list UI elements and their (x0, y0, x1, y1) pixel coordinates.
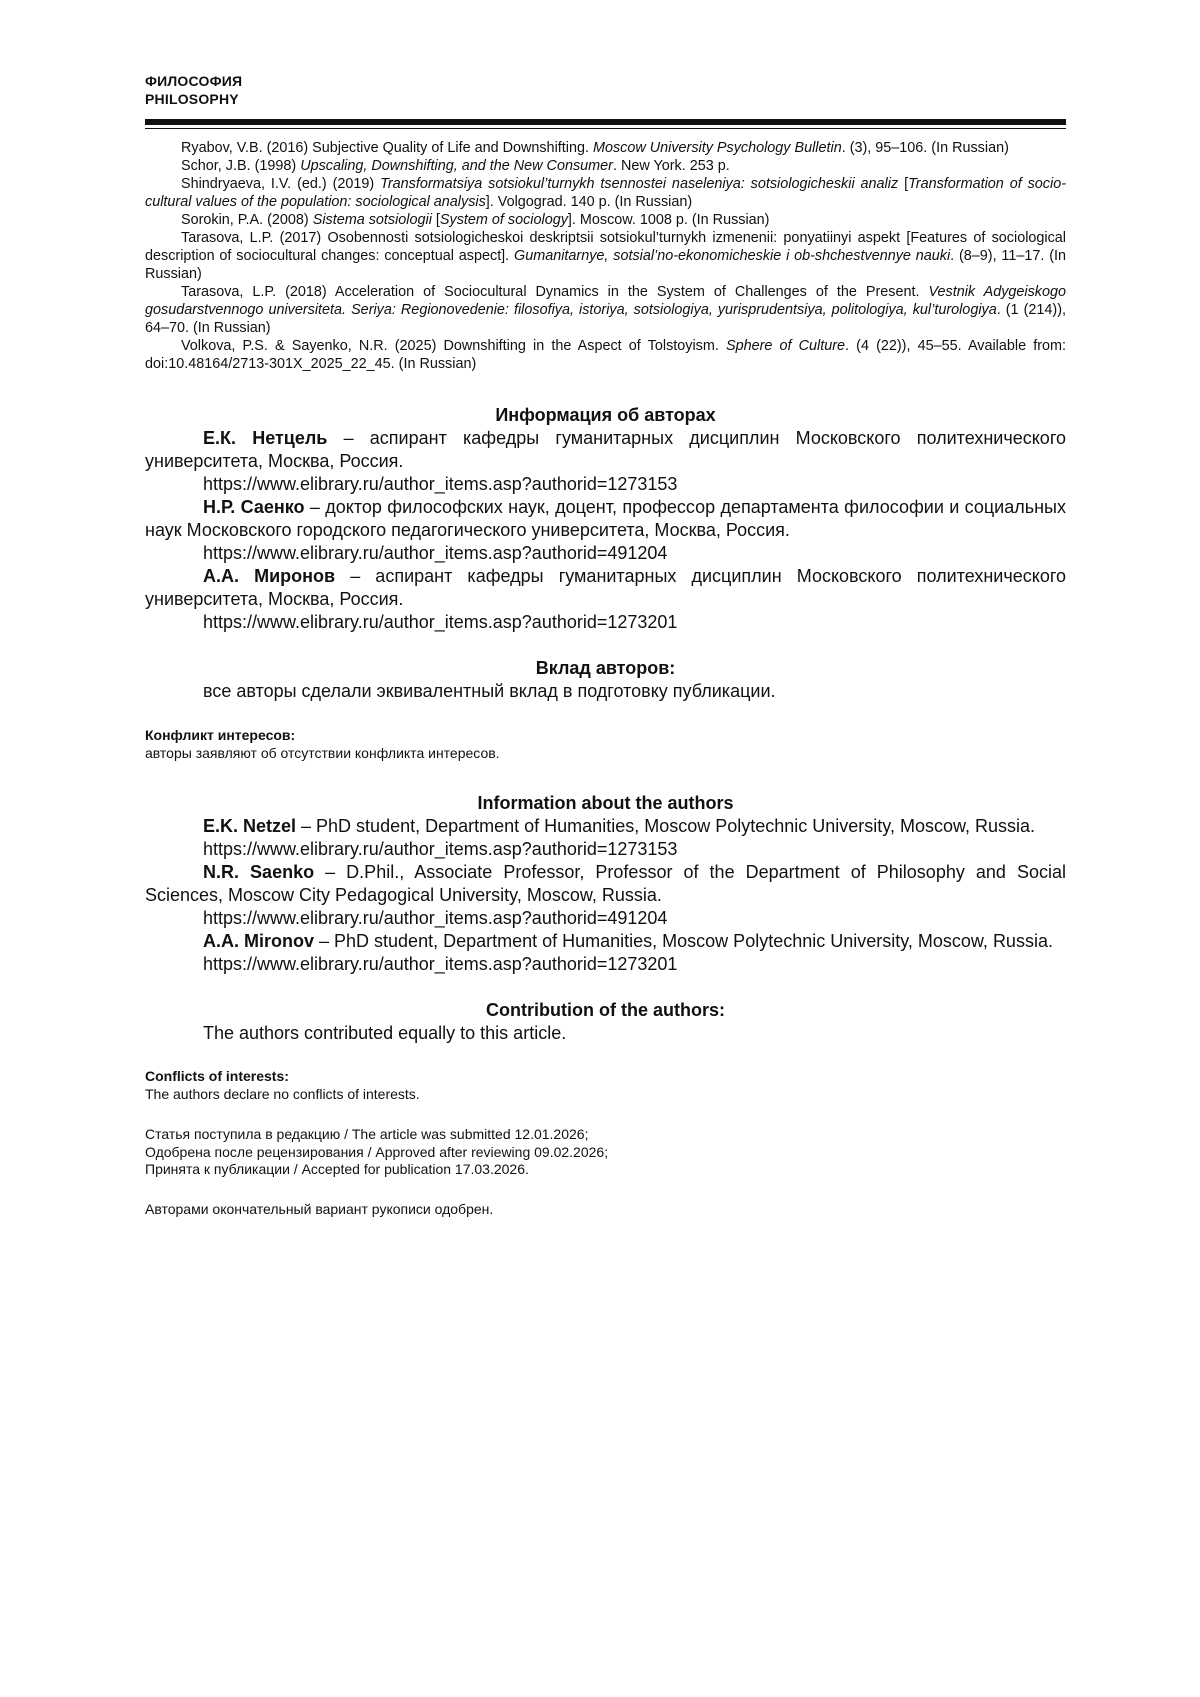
contribution-en-title: Contribution of the authors: (486, 1000, 725, 1020)
reference-item: Ryabov, V.B. (2016) Subjective Quality of Life and Downshifting. Moscow University Psychology Bulletin. (3), 95–106. (In Russian) (181, 140, 1009, 156)
publication-dates (145, 1126, 1066, 1179)
conflict-ru-text: авторы заявляют об отсутствии конфликта интересов. (145, 744, 500, 761)
author-name: Е.К. Нетцель (203, 428, 328, 448)
authors-info-ru (145, 404, 1066, 634)
conflict-en (145, 1068, 1066, 1103)
author-entry: N.R. Saenko – D.Phil., Associate Professor, Professor of the Department of Philosophy and Social Sciences, Moscow City Pedagogical University, Moscow, Russia. (145, 862, 1066, 905)
conflict-ru (145, 727, 1066, 762)
reference-item: Tarasova, L.P. (2017) Osobennosti sotsiologicheskoi deskriptsii sotsiokul’turnykh izmenenii: ponyatiinyi aspekt [Features of sociological description of sociocultural changes: conceptual aspect]. Gumanitarnye, sotsial’no-ekonomicheskie i ob-shchestvennye nauki. (8–9), 11–17. (In Russian) (145, 230, 1067, 282)
reference-item: Shindryaeva, I.V. (ed.) (2019) Transformatsiya sotsiokul’turnykh tsennostei naseleniya: sotsiologicheskii analiz [Transformation of socio-cultural values of the population: sociological analysis]. Volgograd. 140 p. (In Russian) (145, 176, 1066, 210)
author-link[interactable]: https://www.elibrary.ru/author_items.asp?authorid=491204 (203, 543, 668, 563)
authors-info-en (145, 792, 1066, 976)
date-approved: Одобрена после рецензирования / Approved after reviewing 09.02.2026; (145, 1143, 609, 1160)
reference-item: Tarasova, L.P. (2018) Acceleration of Sociocultural Dynamics in the System of Challenges of the Present. Vestnik Adygeiskogo gosudarstvennogo universiteta. Seriya: Regionovedenie: filosofiya, istoriya, sotsiologiya, yurisprudentsiya, politologiya, kul’turologiya. (1 (214)), 64–70. (In Russian) (145, 284, 1066, 336)
section-label-en: PHILOSOPHY (145, 91, 239, 107)
author-link[interactable]: https://www.elibrary.ru/author_items.asp?authorid=491204 (203, 908, 668, 928)
header-rule-thick (145, 119, 1066, 125)
authors-info-en-title: Information about the authors (477, 793, 734, 813)
reference-list (145, 139, 1066, 373)
author-entry: Е.К. Нетцель – аспирант кафедры гуманитарных дисциплин Московского политехнического университета, Москва, Россия. (145, 428, 1066, 471)
section-label-ru: ФИЛОСОФИЯ (145, 73, 243, 89)
author-entry: А.А. Миронов – аспирант кафедры гуманитарных дисциплин Московского политехнического университета, Москва, Россия. (145, 566, 1067, 609)
author-name: N.R. Saenko (203, 862, 315, 882)
author-link[interactable]: https://www.elibrary.ru/author_items.asp?authorid=1273201 (203, 954, 678, 974)
author-name: E.K. Netzel (203, 816, 297, 836)
date-accepted: Принята к публикации / Accepted for publication 17.03.2026. (145, 1161, 529, 1177)
author-name: А.А. Миронов (203, 566, 336, 586)
contribution-en-text: The authors contributed equally to this article. (203, 1023, 567, 1043)
author-name: Н.Р. Саенко (203, 497, 305, 517)
authors-info-ru-title: Информация об авторах (495, 405, 716, 425)
author-entry: A.A. Mironov – PhD student, Department of Humanities, Moscow Polytechnic University, Moscow, Russia. (203, 931, 1053, 951)
author-link[interactable]: https://www.elibrary.ru/author_items.asp?authorid=1273201 (203, 612, 678, 632)
contribution-ru (145, 657, 1066, 703)
reference-item: Volkova, P.S. & Sayenko, N.R. (2025) Downshifting in the Aspect of Tolstoyism. Sphere of Culture. (4 (22)), 45–55. Available from: doi:10.48164/2713-301X_2025_22_45. (In Russian) (145, 338, 1066, 372)
conflict-ru-title: Конфликт интересов: (145, 727, 296, 743)
header-rule-thin (145, 128, 1066, 129)
contribution-ru-text: все авторы сделали эквивалентный вклад в подготовку публикации. (203, 681, 776, 701)
contribution-en (145, 999, 1066, 1045)
reference-item: Sorokin, P.A. (2008) Sistema sotsiologii [System of sociology]. Moscow. 1008 p. (In Russian) (181, 212, 770, 228)
date-submitted: Статья поступила в редакцию / The article was submitted 12.01.2026; (145, 1126, 589, 1142)
author-link[interactable]: https://www.elibrary.ru/author_items.asp?authorid=1273153 (203, 474, 678, 494)
final-note: Авторами окончательный вариант рукописи одобрен. (145, 1200, 494, 1217)
reference-item: Schor, J.B. (1998) Upscaling, Downshifting, and the New Consumer. New York. 253 p. (181, 158, 730, 174)
author-link[interactable]: https://www.elibrary.ru/author_items.asp?authorid=1273153 (203, 839, 678, 859)
page (145, 72, 1066, 1218)
conflict-en-text: The authors declare no conflicts of interests. (145, 1085, 420, 1102)
contribution-ru-title: Вклад авторов: (535, 658, 676, 678)
author-entry: E.K. Netzel – PhD student, Department of Humanities, Moscow Polytechnic University, Moscow, Russia. (203, 816, 1035, 836)
author-name: A.A. Mironov (203, 931, 314, 951)
running-header (145, 72, 1066, 108)
conflict-en-title: Conflicts of interests: (145, 1068, 289, 1084)
author-entry: Н.Р. Саенко – доктор философских наук, доцент, профессор департамента философии и социальных наук Московского городского педагогического университета, Москва, Россия. (145, 497, 1066, 540)
